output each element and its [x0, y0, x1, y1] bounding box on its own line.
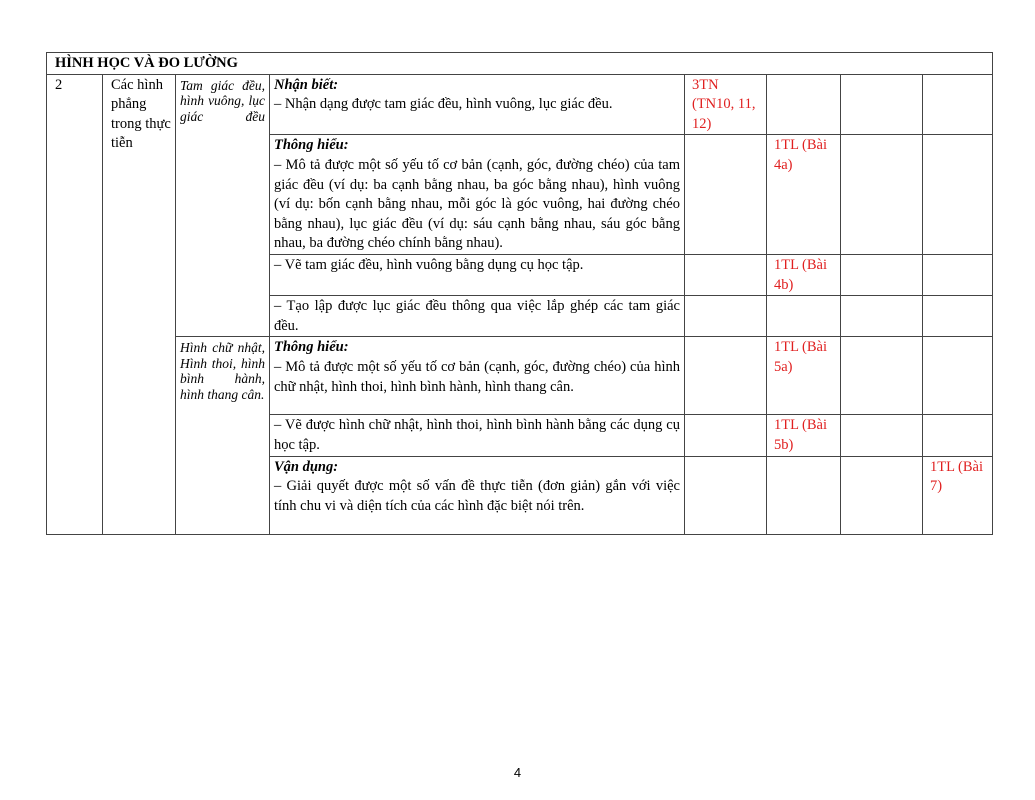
mark-cell	[685, 337, 767, 415]
requirement-text: – Mô tả được một số yếu tố cơ bản (cạnh, góc, đường chéo) của hình chữ nhật, hình thoi, hình bình hành, hình thang cân.	[274, 358, 680, 395]
mark-cell	[685, 456, 767, 534]
mark-cell	[767, 74, 841, 135]
mark-cell	[923, 254, 993, 295]
mark-cell	[923, 296, 993, 337]
mark-cell	[841, 74, 923, 135]
mark-cell	[685, 415, 767, 456]
level-label: Thông hiểu:	[274, 137, 349, 154]
mark-cell	[841, 254, 923, 295]
mark-cell	[685, 296, 767, 337]
requirement-text: – Tạo lập được lục giác đều thông qua việc lắp ghép các tam giác đều.	[274, 298, 680, 334]
requirement-row	[47, 337, 993, 415]
requirement-text: – Vẽ tam giác đều, hình vuông bằng dụng cụ học tập.	[274, 256, 584, 273]
requirement-cell	[270, 415, 685, 456]
mark-cell: 1TL (Bài 5a)	[767, 337, 841, 415]
mark-cell: 1TL (Bài 7)	[923, 456, 993, 534]
mark-cell	[841, 337, 923, 415]
section-title: HÌNH HỌC VÀ ĐO LƯỜNG	[47, 53, 993, 75]
requirement-row	[47, 74, 993, 135]
requirement-cell	[270, 254, 685, 295]
mark-cell	[685, 135, 767, 255]
mark-cell	[841, 135, 923, 255]
mark-cell	[767, 296, 841, 337]
requirement-text: – Nhận dạng được tam giác đều, hình vuông, lục giác đều.	[274, 96, 613, 113]
content-cell: Tam giác đều, hình vuông, lục giác đều	[176, 74, 270, 337]
row-number: 2	[47, 74, 103, 534]
mark-cell	[685, 254, 767, 295]
requirement-cell	[270, 296, 685, 337]
mark-cell: 1TL (Bài 5b)	[767, 415, 841, 456]
section-header-row	[47, 53, 993, 75]
mark-cell	[841, 456, 923, 534]
level-label: Thông hiểu:	[274, 339, 349, 356]
content-cell: Hình chữ nhật, Hình thoi, hình bình hành, hình thang cân.	[176, 337, 270, 534]
mark-cell	[923, 74, 993, 135]
requirement-cell	[270, 135, 685, 255]
mark-cell	[923, 135, 993, 255]
mark-cell: 1TL (Bài 4b)	[767, 254, 841, 295]
level-label: Nhận biết:	[274, 76, 339, 93]
mark-cell	[923, 415, 993, 456]
mark-cell	[841, 415, 923, 456]
requirement-text: – Mô tả được một số yếu tố cơ bản (cạnh, góc, đường chéo) của tam giác đều (ví dụ: ba cạnh bằng nhau, ba góc bằng nhau), hình vuông (ví dụ: bốn cạnh bằng nhau, mỗi góc là góc vuông, hai đường chéo bằng nhau), lục giác đều (ví dụ: sáu cạnh bằng nhau, sáu góc bằng nhau, ba đường chéo chính bằng nhau).	[274, 156, 680, 252]
mark-cell	[841, 296, 923, 337]
mark-cell: 1TL (Bài 4a)	[767, 135, 841, 255]
requirement-text: – Giải quyết được một số vấn đề thực tiễn (đơn giản) gắn với việc tính chu vi và diện tích của các hình đặc biệt nói trên.	[274, 478, 680, 514]
requirement-cell	[270, 74, 685, 135]
mark-cell	[767, 456, 841, 534]
requirement-cell	[270, 337, 685, 415]
page-number: 4	[513, 765, 522, 780]
mark-cell	[923, 337, 993, 415]
level-label: Vận dụng:	[274, 458, 339, 475]
assessment-matrix-table	[46, 52, 993, 535]
topic-cell: Các hình phẳng trong thực tiễn	[103, 74, 176, 534]
requirement-cell	[270, 456, 685, 534]
mark-cell: 3TN (TN10, 11, 12)	[685, 74, 767, 135]
requirement-text: – Vẽ được hình chữ nhật, hình thoi, hình bình hành bằng các dụng cụ học tập.	[274, 417, 680, 453]
